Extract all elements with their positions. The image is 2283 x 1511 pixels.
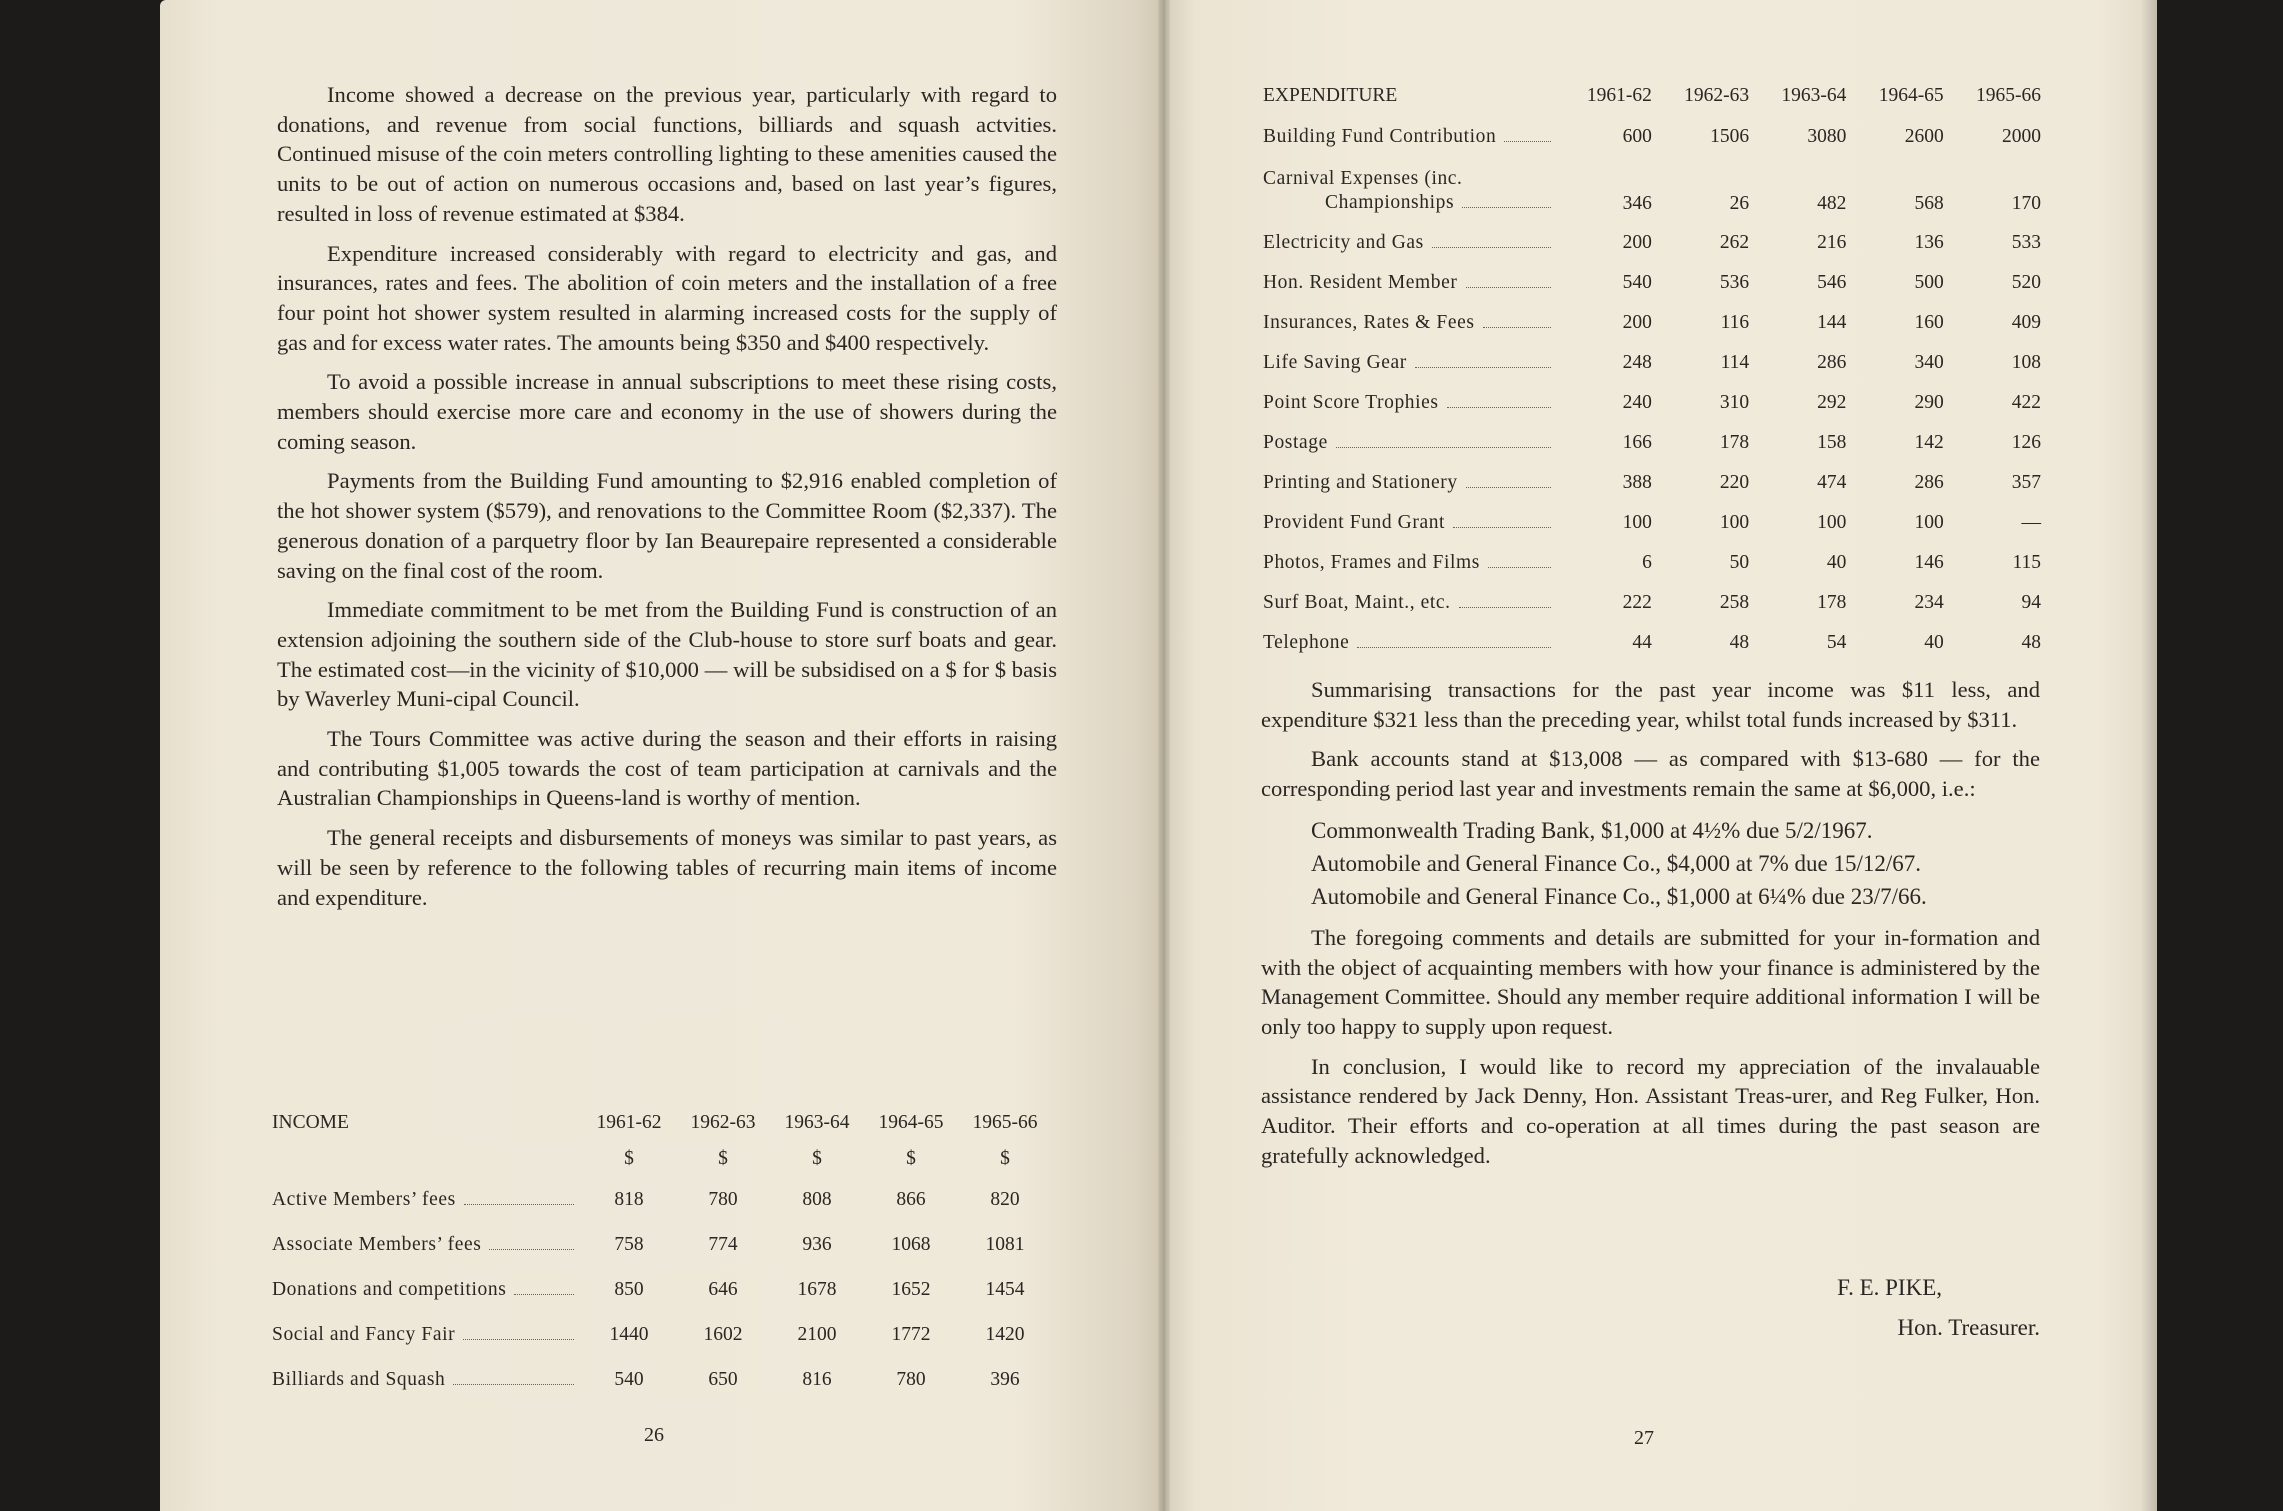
cell-value: 50 <box>1729 552 1750 573</box>
cell-value: 6 <box>1642 552 1652 573</box>
dot-leader <box>1453 526 1550 528</box>
cell-value: 346 <box>1622 193 1652 214</box>
cell-value: 216 <box>1817 232 1847 253</box>
table-row <box>272 1312 1052 1357</box>
year-header: 1962-63 <box>690 1112 756 1133</box>
row-label: Electricity and Gas <box>1263 232 1424 253</box>
row-label: Provident Fund Grant <box>1263 512 1446 533</box>
book-gutter <box>1158 0 1170 1511</box>
cell-value: 409 <box>2011 312 2041 333</box>
table-row <box>1263 263 2045 303</box>
cell-value: 286 <box>1914 472 1944 493</box>
cell-value: 310 <box>1719 392 1750 413</box>
cell-value: 290 <box>1914 392 1944 413</box>
cell-value: 48 <box>1729 632 1750 653</box>
cell-value: 220 <box>1719 472 1750 493</box>
cell-value: 94 <box>2021 592 2041 613</box>
expenditure-table <box>1263 75 2045 663</box>
cell-value: 540 <box>1622 272 1652 293</box>
row-label: Social and Fancy Fair <box>272 1323 456 1345</box>
currency-row <box>272 1141 1052 1177</box>
row-label: Telephone <box>1263 632 1350 653</box>
expenditure-title: EXPENDITURE <box>1263 85 1398 106</box>
paragraph: Expenditure increased considerably with regard to electricity and gas, and insurances, rates and fees. The abolition of coin meters and the installation of a free four point hot shower system resulted in alarming increased costs for the supply of gas and for excess water rates. The amounts being $350 and $400 respectively. <box>277 240 1057 355</box>
row-label: Printing and Stationery <box>1263 472 1458 493</box>
cell-value: 240 <box>1622 392 1652 413</box>
year-header: 1961-62 <box>1586 85 1652 106</box>
cell-value: 144 <box>1817 312 1847 333</box>
year-header: 1961-62 <box>596 1112 662 1133</box>
cell-value: 3080 <box>1807 126 1847 147</box>
cell-value: 340 <box>1914 352 1944 373</box>
table-row <box>1263 383 2045 423</box>
cell-value: 292 <box>1817 392 1847 413</box>
currency-symbol: $ <box>812 1148 822 1169</box>
row-label: Billiards and Squash <box>272 1368 446 1390</box>
row-label: Building Fund Contribution <box>1263 126 1497 147</box>
dot-leader <box>1466 486 1551 488</box>
cell-value: 758 <box>614 1233 644 1255</box>
table-row <box>1263 623 2045 663</box>
page-edge-shadow <box>2140 0 2157 1511</box>
cell-value: 1506 <box>1710 126 1750 147</box>
income-table <box>272 1105 1052 1402</box>
paragraph: Summarising transactions for the past year income was $11 less, and expenditure $321 less than the preceding year, whilst total funds increased by $311. <box>1261 677 2040 732</box>
year-header: 1964-65 <box>1878 85 1944 106</box>
currency-symbol: $ <box>1000 1148 1010 1169</box>
row-label: Carnival Expenses (inc. <box>1263 168 1463 189</box>
cell-value: 816 <box>802 1368 832 1390</box>
page-number: 27 <box>1634 1427 1654 1449</box>
cell-value: 650 <box>708 1368 738 1390</box>
table-row <box>1263 503 2045 543</box>
cell-value: 40 <box>1826 552 1847 573</box>
cell-value: 262 <box>1719 232 1750 253</box>
cell-value: 146 <box>1914 552 1944 573</box>
row-label: Active Members’ fees <box>272 1188 456 1210</box>
currency-symbol: $ <box>906 1148 916 1169</box>
cell-value: 780 <box>708 1188 738 1210</box>
cell-value: 474 <box>1817 472 1847 493</box>
cell-value: 158 <box>1817 432 1847 453</box>
paragraph: Income showed a decrease on the previous year, particularly with regard to donations, and revenue from social functions, billiards and squash actvities. Continued misuse of the coin meters controlling lighting to these amenities caused the units to be out of action on numerous occasions and, based on last year’s figures, resulted in loss of revenue estimated at $384. <box>277 82 1057 226</box>
row-label: Donations and competitions <box>272 1278 507 1300</box>
dot-leader <box>1483 326 1551 328</box>
cell-value: 40 <box>1924 632 1944 653</box>
cell-value: 234 <box>1914 592 1944 613</box>
paragraph: To avoid a possible increase in annual subscriptions to meet these rising costs, members should exercise more care and economy in the use of showers during the coming season. <box>277 369 1057 454</box>
dot-leader <box>1504 140 1550 142</box>
cell-value: 2600 <box>1904 126 1944 147</box>
row-label: Point Score Trophies <box>1263 392 1439 413</box>
cell-value: 357 <box>2011 472 2041 493</box>
paragraph: The general receipts and disbursements of moneys was similar to past years, as will be seen by reference to the following tables of recurring main items of income and expenditure. <box>277 825 1057 910</box>
dot-leader <box>1447 406 1551 408</box>
dot-leader <box>1459 606 1551 608</box>
table-row <box>1263 543 2045 583</box>
signature-name: F. E. PIKE, <box>1837 1275 1942 1300</box>
cell-value: 388 <box>1622 472 1652 493</box>
investment-item: Automobile and General Finance Co., $1,000 at 6¼% due 23/7/66. <box>1311 883 1927 909</box>
row-label: Postage <box>1263 432 1328 453</box>
cell-value: 248 <box>1622 352 1652 373</box>
dot-leader <box>514 1293 574 1295</box>
dot-leader <box>1415 366 1551 368</box>
dot-leader <box>1336 446 1551 448</box>
cell-value: 1602 <box>703 1323 743 1345</box>
cell-value: 568 <box>1914 193 1944 214</box>
cell-value: 520 <box>2011 272 2041 293</box>
row-label: Associate Members’ fees <box>272 1233 482 1255</box>
paragraph: Immediate commitment to be met from the Building Fund is construction of an extension adjoining the southern side of the Club-house to store surf boats and gear. The estimated cost—in the vicinity of $10,000 — will be subsidised on a $ for $ basis by Waverley Muni-cipal Council. <box>277 597 1057 712</box>
left-page-text <box>277 80 1057 922</box>
cell-value: 866 <box>896 1188 926 1210</box>
cell-value: 26 <box>1729 193 1750 214</box>
income-header-row <box>272 1105 1052 1141</box>
table-row <box>272 1357 1052 1402</box>
cell-value: 166 <box>1622 432 1652 453</box>
row-label: Life Saving Gear <box>1263 352 1407 373</box>
cell-value: 114 <box>1720 352 1750 373</box>
dot-leader <box>453 1383 574 1385</box>
year-header: 1963-64 <box>784 1112 850 1133</box>
cell-value: 178 <box>1817 592 1847 613</box>
cell-value: 178 <box>1719 432 1750 453</box>
table-row <box>1263 423 2045 463</box>
table-row <box>1263 223 2045 263</box>
cell-value: 820 <box>990 1188 1020 1210</box>
currency-symbol: $ <box>718 1148 728 1169</box>
cell-value: 774 <box>708 1233 738 1255</box>
cell-value: 100 <box>1622 512 1652 533</box>
table-row <box>1263 117 2045 157</box>
income-title: INCOME <box>272 1112 349 1133</box>
table-row <box>1263 303 2045 343</box>
currency-symbol: $ <box>624 1148 634 1169</box>
table-row <box>1263 463 2045 503</box>
cell-value: 170 <box>2011 193 2041 214</box>
cell-value: 540 <box>614 1368 644 1390</box>
page-number: 26 <box>644 1424 664 1446</box>
row-label: Surf Boat, Maint., etc. <box>1263 592 1451 613</box>
year-header: 1964-65 <box>878 1112 944 1133</box>
row-label: Photos, Frames and Films <box>1263 552 1480 573</box>
table-row <box>272 1267 1052 1312</box>
year-header: 1965-66 <box>1976 85 2041 106</box>
cell-value: 100 <box>1914 512 1944 533</box>
cell-value: 1420 <box>985 1323 1025 1345</box>
paragraph: The Tours Committee was active during the season and their efforts in raising and contributing $1,005 towards the cost of team participation at carnivals and the Australian Championships in Queens-land is worthy of mention. <box>277 726 1057 811</box>
cell-value: 422 <box>2011 392 2041 413</box>
paragraph: Bank accounts stand at $13,008 — as compared with $13-680 — for the corresponding period last year and investments remain the same at $6,000, i.e.: <box>1261 746 2040 802</box>
cell-value: 2100 <box>797 1323 837 1345</box>
dot-leader <box>1432 246 1551 248</box>
cell-value: 116 <box>1720 312 1750 333</box>
cell-value: 850 <box>614 1278 644 1300</box>
cell-value: 115 <box>2012 552 2041 573</box>
cell-value: 100 <box>1817 512 1847 533</box>
cell-value: 536 <box>1719 272 1750 293</box>
cell-value: 546 <box>1817 272 1847 293</box>
cell-value: 1454 <box>985 1278 1025 1300</box>
cell-value: 160 <box>1914 312 1944 333</box>
signature-title: Hon. Treasurer. <box>1897 1315 2040 1340</box>
cell-value: 646 <box>708 1278 738 1300</box>
cell-value: — <box>2021 512 2041 533</box>
dot-leader <box>489 1248 574 1250</box>
investment-list <box>1311 814 2040 913</box>
cell-value: 108 <box>2011 352 2041 373</box>
paragraph: In conclusion, I would like to record my appreciation of the invalauable assistance rendered by Jack Denny, Hon. Assistant Treas-urer, and Reg Fulker, Hon. Auditor. Their efforts and co-operation at all times during the past season are gratefully acknowledged. <box>1261 1053 2040 1168</box>
dot-leader <box>464 1203 574 1205</box>
year-header: 1965-66 <box>972 1112 1038 1133</box>
cell-value: 136 <box>1914 232 1944 253</box>
dot-leader <box>1357 646 1550 648</box>
cell-value: 142 <box>1914 432 1944 453</box>
paragraph: Payments from the Building Fund amounting to $2,916 enabled completion of the hot shower system ($579), and renovations to the Committee Room ($2,337). The generous donation of a parquetry floor by Ian Beaurepaire represented a considerable saving on the final cost of the room. <box>277 468 1057 583</box>
cell-value: 1678 <box>797 1278 837 1300</box>
right-page-text <box>1261 675 2040 1180</box>
paragraph: The foregoing comments and details are submitted for your in-formation and with the object of acquainting members with how your finance is administered by the Management Committee. Should any member require additional information I will be only too happy to supply upon request. <box>1261 924 2040 1039</box>
cell-value: 54 <box>1826 632 1847 653</box>
cell-value: 396 <box>990 1368 1020 1390</box>
table-row <box>1263 583 2045 623</box>
cell-value: 48 <box>2021 632 2041 653</box>
dot-leader <box>463 1338 574 1340</box>
cell-value: 818 <box>614 1188 644 1210</box>
cell-value: 808 <box>802 1188 832 1210</box>
cell-value: 936 <box>802 1233 832 1255</box>
cell-value: 1652 <box>891 1278 931 1300</box>
cell-value: 1081 <box>985 1233 1025 1255</box>
investment-item: Commonwealth Trading Bank, $1,000 at 4½% due 5/2/1967. <box>1311 817 1873 843</box>
cell-value: 100 <box>1719 512 1750 533</box>
table-row <box>1263 157 2045 223</box>
cell-value: 500 <box>1914 272 1944 293</box>
table-row <box>272 1177 1052 1222</box>
cell-value: 600 <box>1622 126 1652 147</box>
year-header: 1963-64 <box>1781 85 1847 106</box>
year-header: 1962-63 <box>1684 85 1750 106</box>
cell-value: 780 <box>896 1368 926 1390</box>
cell-value: 482 <box>1817 193 1847 214</box>
cell-value: 2000 <box>2002 126 2041 147</box>
cell-value: 200 <box>1622 312 1652 333</box>
expenditure-header-row <box>1263 75 2045 117</box>
cell-value: 258 <box>1719 592 1750 613</box>
dot-leader <box>1488 566 1551 568</box>
cell-value: 1068 <box>891 1233 931 1255</box>
investment-item: Automobile and General Finance Co., $4,000 at 7% due 15/12/67. <box>1311 850 1922 876</box>
dot-leader <box>1466 286 1551 288</box>
row-label: Hon. Resident Member <box>1263 272 1458 293</box>
cell-value: 222 <box>1622 592 1652 613</box>
row-label: Insurances, Rates & Fees <box>1263 312 1475 333</box>
cell-value: 1772 <box>891 1323 931 1345</box>
cell-value: 1440 <box>609 1323 649 1345</box>
row-label-continued: Championships <box>1325 192 1455 213</box>
cell-value: 200 <box>1622 232 1652 253</box>
table-row <box>272 1222 1052 1267</box>
table-row <box>1263 343 2045 383</box>
cell-value: 126 <box>2011 432 2041 453</box>
cell-value: 286 <box>1817 352 1847 373</box>
dot-leader <box>1462 206 1550 208</box>
cell-value: 44 <box>1632 632 1652 653</box>
cell-value: 533 <box>2011 232 2041 253</box>
